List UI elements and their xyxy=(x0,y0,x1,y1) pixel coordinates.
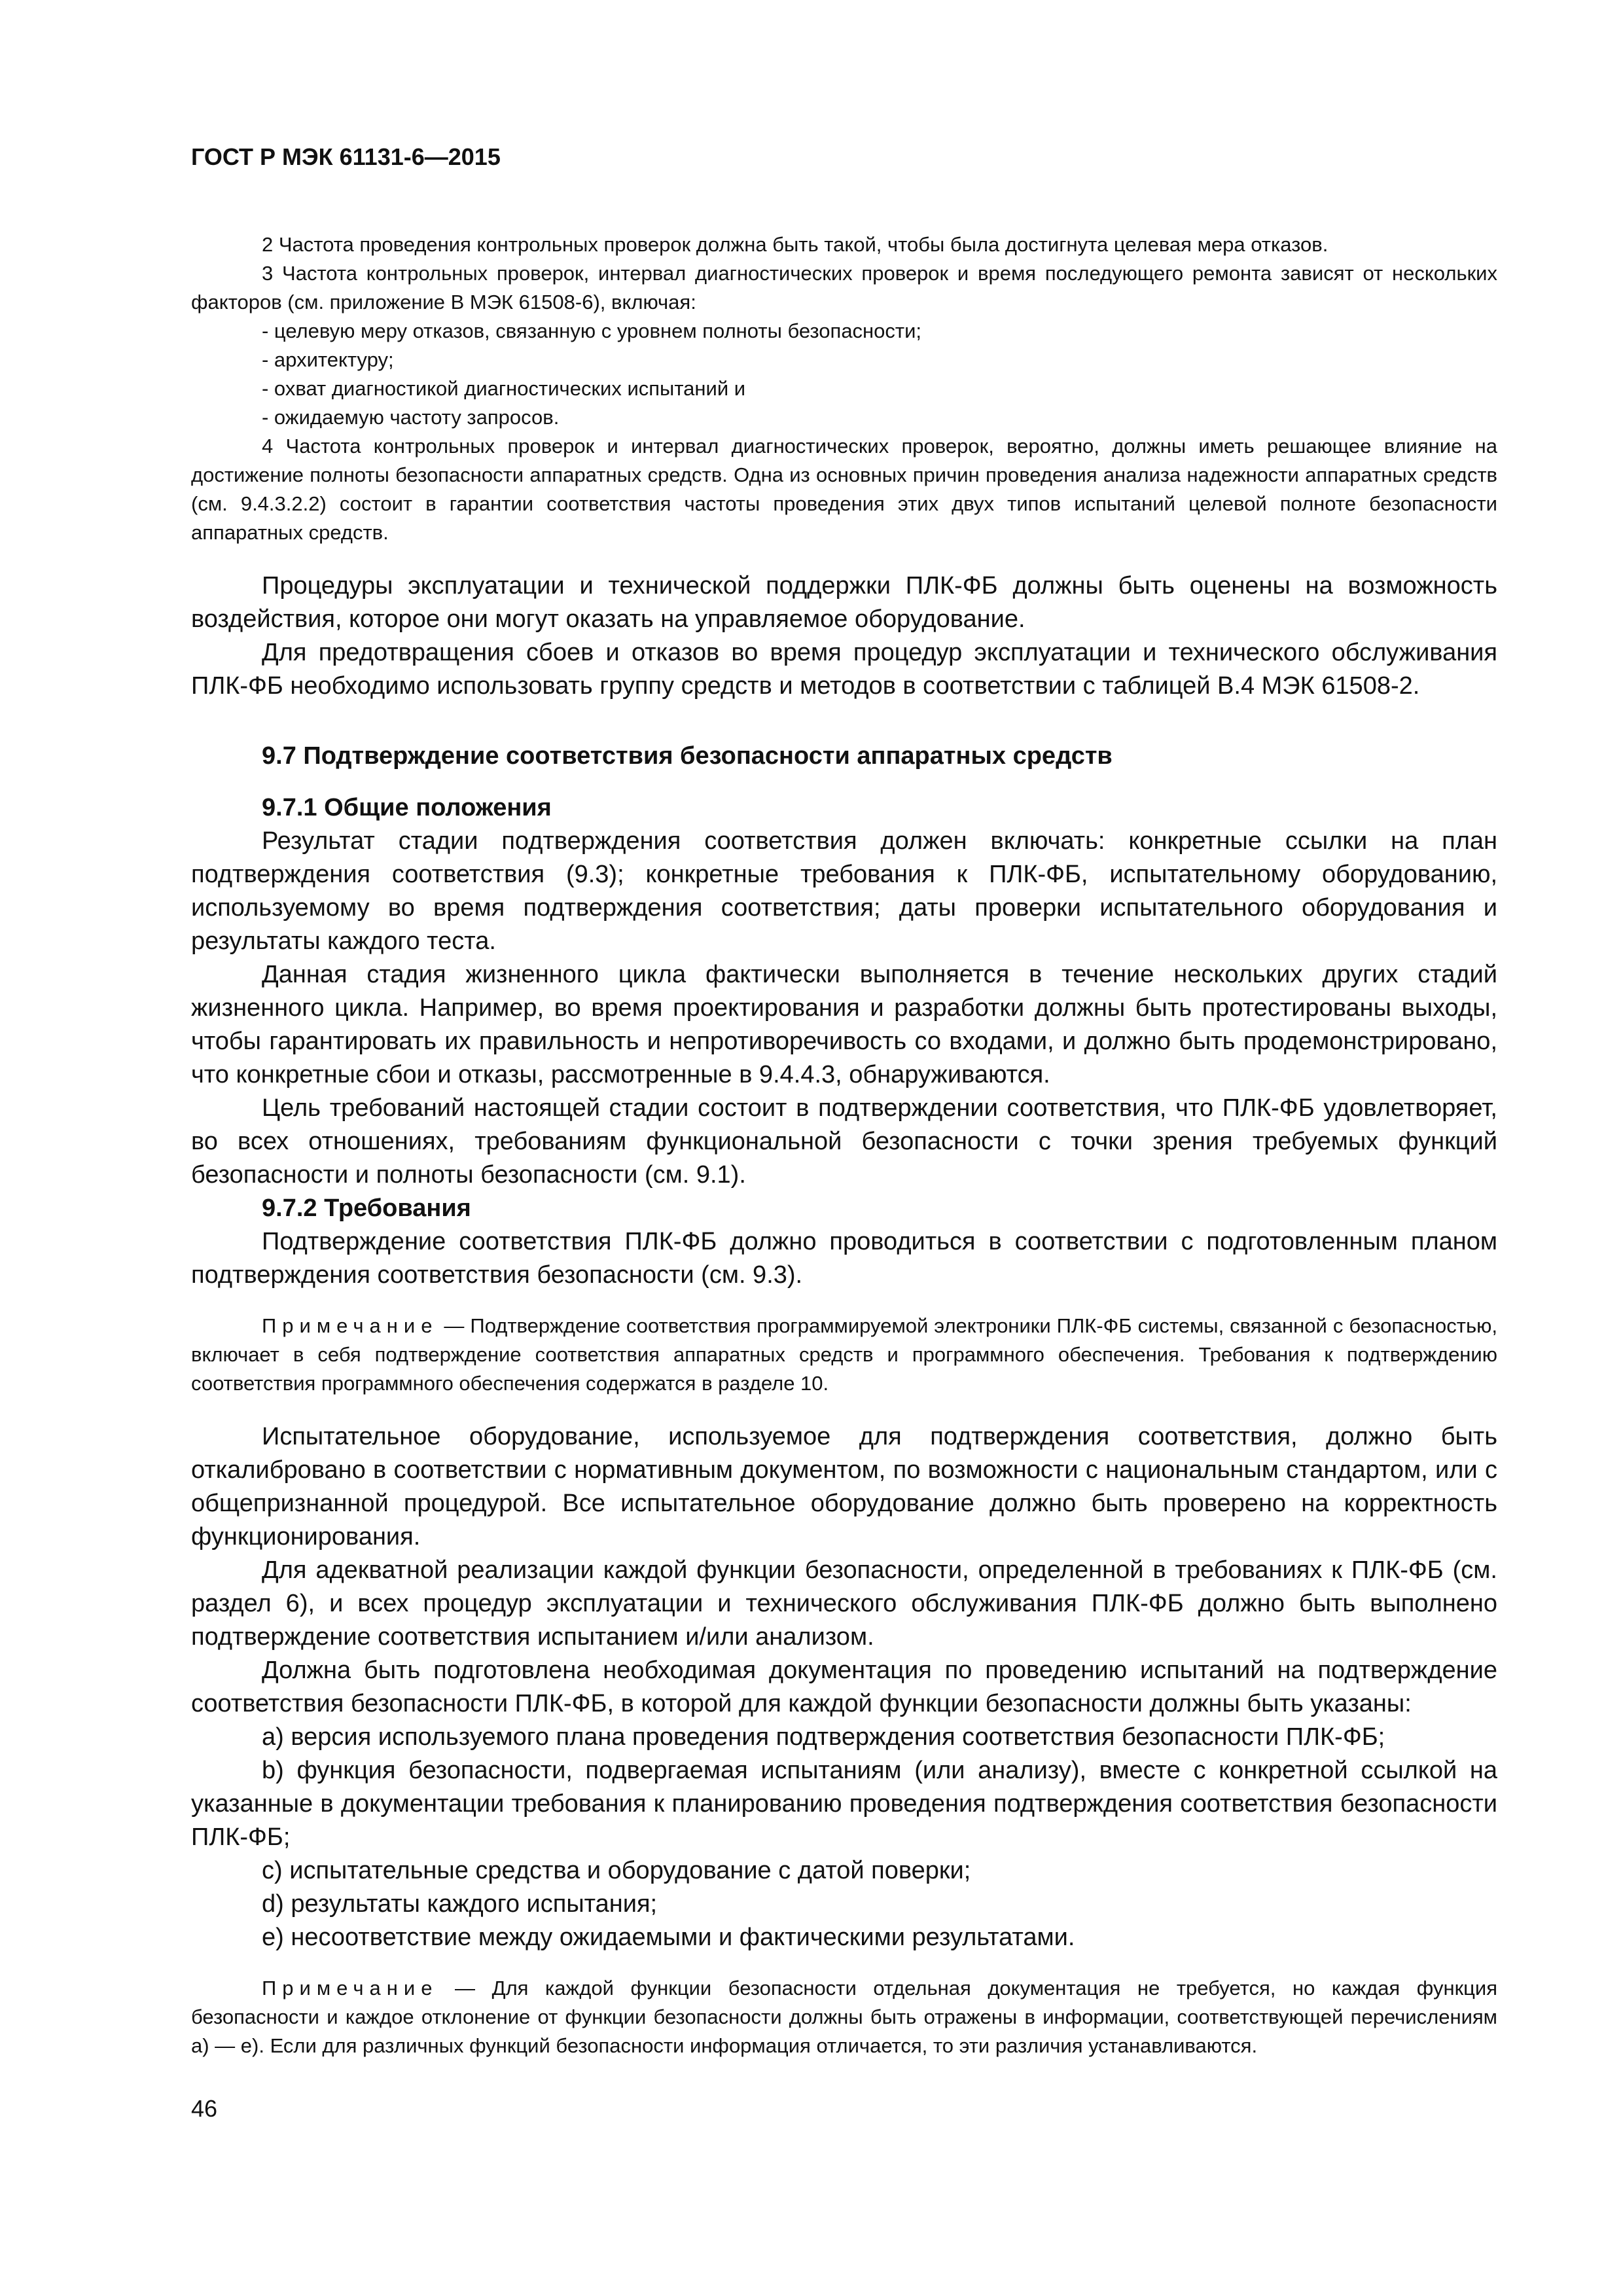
list-item: а) версия используемого плана проведения подтверждения соответствия безопасности ПЛК-ФБ; xyxy=(262,1723,1385,1751)
paragraph: Подтверждение соответствия ПЛК-ФБ должно проводиться в соответствии с подготовленным планом подтверждения соответствия безопасности (см. 9.3). xyxy=(191,1228,1497,1289)
note-text: — Подтверждение соответствия программируемой электроники ПЛК-ФБ системы, связанной с безопасностью, включает в себя подтверждение соответствия аппаратных средств и программного обеспечения. Требования к подтверждению соответствия программного обеспечения содержатся в разделе 10. xyxy=(191,1314,1497,1395)
paragraph: Испытательное оборудование, используемое для подтверждения соответствия, должно быть откалибровано в соответствии с нормативным документом, по возможности с национальным стандартом, или с общепризнанной процедурой. Все испытательное оборудование должно быть проверено на корректность функционирования. xyxy=(191,1423,1497,1551)
list-item: с) испытательные средства и оборудование с датой поверки; xyxy=(262,1857,971,1884)
paragraph: Для предотвращения сбоев и отказов во время процедур эксплуатации и технического обслуживания ПЛК-ФБ необходимо использовать группу средств и методов в соответствии с таблицей В.4 МЭК 61508-2. xyxy=(191,639,1497,700)
note-label: Примечание xyxy=(262,1977,438,2000)
note-2: 2 Частота проведения контрольных проверок должна быть такой, чтобы была достигнута целевая мера отказов. xyxy=(262,233,1329,256)
notes-block xyxy=(191,230,1497,547)
paragraph: Должна быть подготовлена необходимая документация по проведению испытаний на подтверждение соответствия безопасности ПЛК-ФБ, в которой для каждой функции безопасности должны быть указаны: xyxy=(191,1657,1497,1717)
paragraph: Результат стадии подтверждения соответствия должен включать: конкретные ссылки на план подтверждения соответствия (9.3); конкретные требования к ПЛК-ФБ, испытательному оборудованию, используемому во время подтверждения соответствия; даты проверки испытательного оборудования и результаты каждого теста. xyxy=(191,827,1497,955)
body-text xyxy=(191,569,1497,2060)
page-content xyxy=(191,143,1497,2083)
note-label: Примечание xyxy=(262,1314,438,1337)
list-item: b) функция безопасности, подвергаемая испытаниям (или анализу), вместе с конкретной ссылкой на указанные в документации требования к планированию проведения подтверждения соответствия безопасности ПЛК-ФБ; xyxy=(191,1757,1497,1851)
note-list-item: - целевую меру отказов, связанную с уровнем полноты безопасности; xyxy=(262,319,922,342)
note-block xyxy=(191,1974,1497,2060)
paragraph: Процедуры эксплуатации и технической поддержки ПЛК-ФБ должны быть оценены на возможность воздействия, которое они могут оказать на управляемое оборудование. xyxy=(191,572,1497,633)
paragraph: Цель требований настоящей стадии состоит в подтверждении соответствия, что ПЛК-ФБ удовлетворяет, во всех отношениях, требованиям функциональной безопасности с точки зрения требуемых функций безопасности и полноты безопасности (см. 9.1). xyxy=(191,1094,1497,1189)
paragraph: Для адекватной реализации каждой функции безопасности, определенной в требованиях к ПЛК-ФБ (см. раздел 6), и всех процедур эксплуатации и технического обслуживания ПЛК-ФБ должно быть выполнено подтверждение соответствия испытанием и/или анализом. xyxy=(191,1556,1497,1651)
note-list-item: - ожидаемую частоту запросов. xyxy=(262,406,560,429)
note-list-item: - архитектуру; xyxy=(262,348,394,371)
list-item: d) результаты каждого испытания; xyxy=(262,1890,658,1918)
subsection-heading: 9.7.2 Требования xyxy=(262,1194,471,1222)
list-item: е) несоответствие между ожидаемыми и фактическими результатами. xyxy=(262,1924,1075,1951)
page-number: 46 xyxy=(191,2095,218,2122)
note-list-item: - охват диагностикой диагностических испытаний и xyxy=(262,377,746,400)
note-block xyxy=(191,1312,1497,1398)
section-heading: 9.7 Подтверждение соответствия безопасности аппаратных средств xyxy=(262,742,1113,770)
page-header: ГОСТ Р МЭК 61131-6—2015 xyxy=(191,143,501,170)
note-text: — Для каждой функции безопасности отдельная документация не требуется, но каждая функция безопасности и каждое отклонение от функции безопасности должны быть отражены в информации, соответствующей перечислениям а) — е). Если для различных функций безопасности информация отличается, то эти различия устанавливаются. xyxy=(191,1977,1497,2057)
note-3: 3 Частота контрольных проверок, интервал диагностических проверок и время последующего ремонта зависят от нескольких факторов (см. приложение В МЭК 61508-6), включая: xyxy=(191,262,1497,314)
paragraph: Данная стадия жизненного цикла фактически выполняется в течение нескольких других стадий жизненного цикла. Например, во время проектирования и разработки должны быть протестированы выходы, чтобы гарантировать их правильность и непротиворечивость со входами, и должно быть продемонстрировано, что конкретные сбои и отказы, рассмотренные в 9.4.4.3, обнаруживаются. xyxy=(191,961,1497,1088)
note-4: 4 Частота контрольных проверок и интервал диагностических проверок, вероятно, должны иметь решающее влияние на достижение полноты безопасности аппаратных средств. Одна из основных причин проведения анализа надежности аппаратных средств (см. 9.4.3.2.2) состоит в гарантии соответствия частоты проведения этих двух типов испытаний целевой полноте безопасности аппаратных средств. xyxy=(191,435,1497,544)
subsection-heading: 9.7.1 Общие положения xyxy=(262,794,552,821)
